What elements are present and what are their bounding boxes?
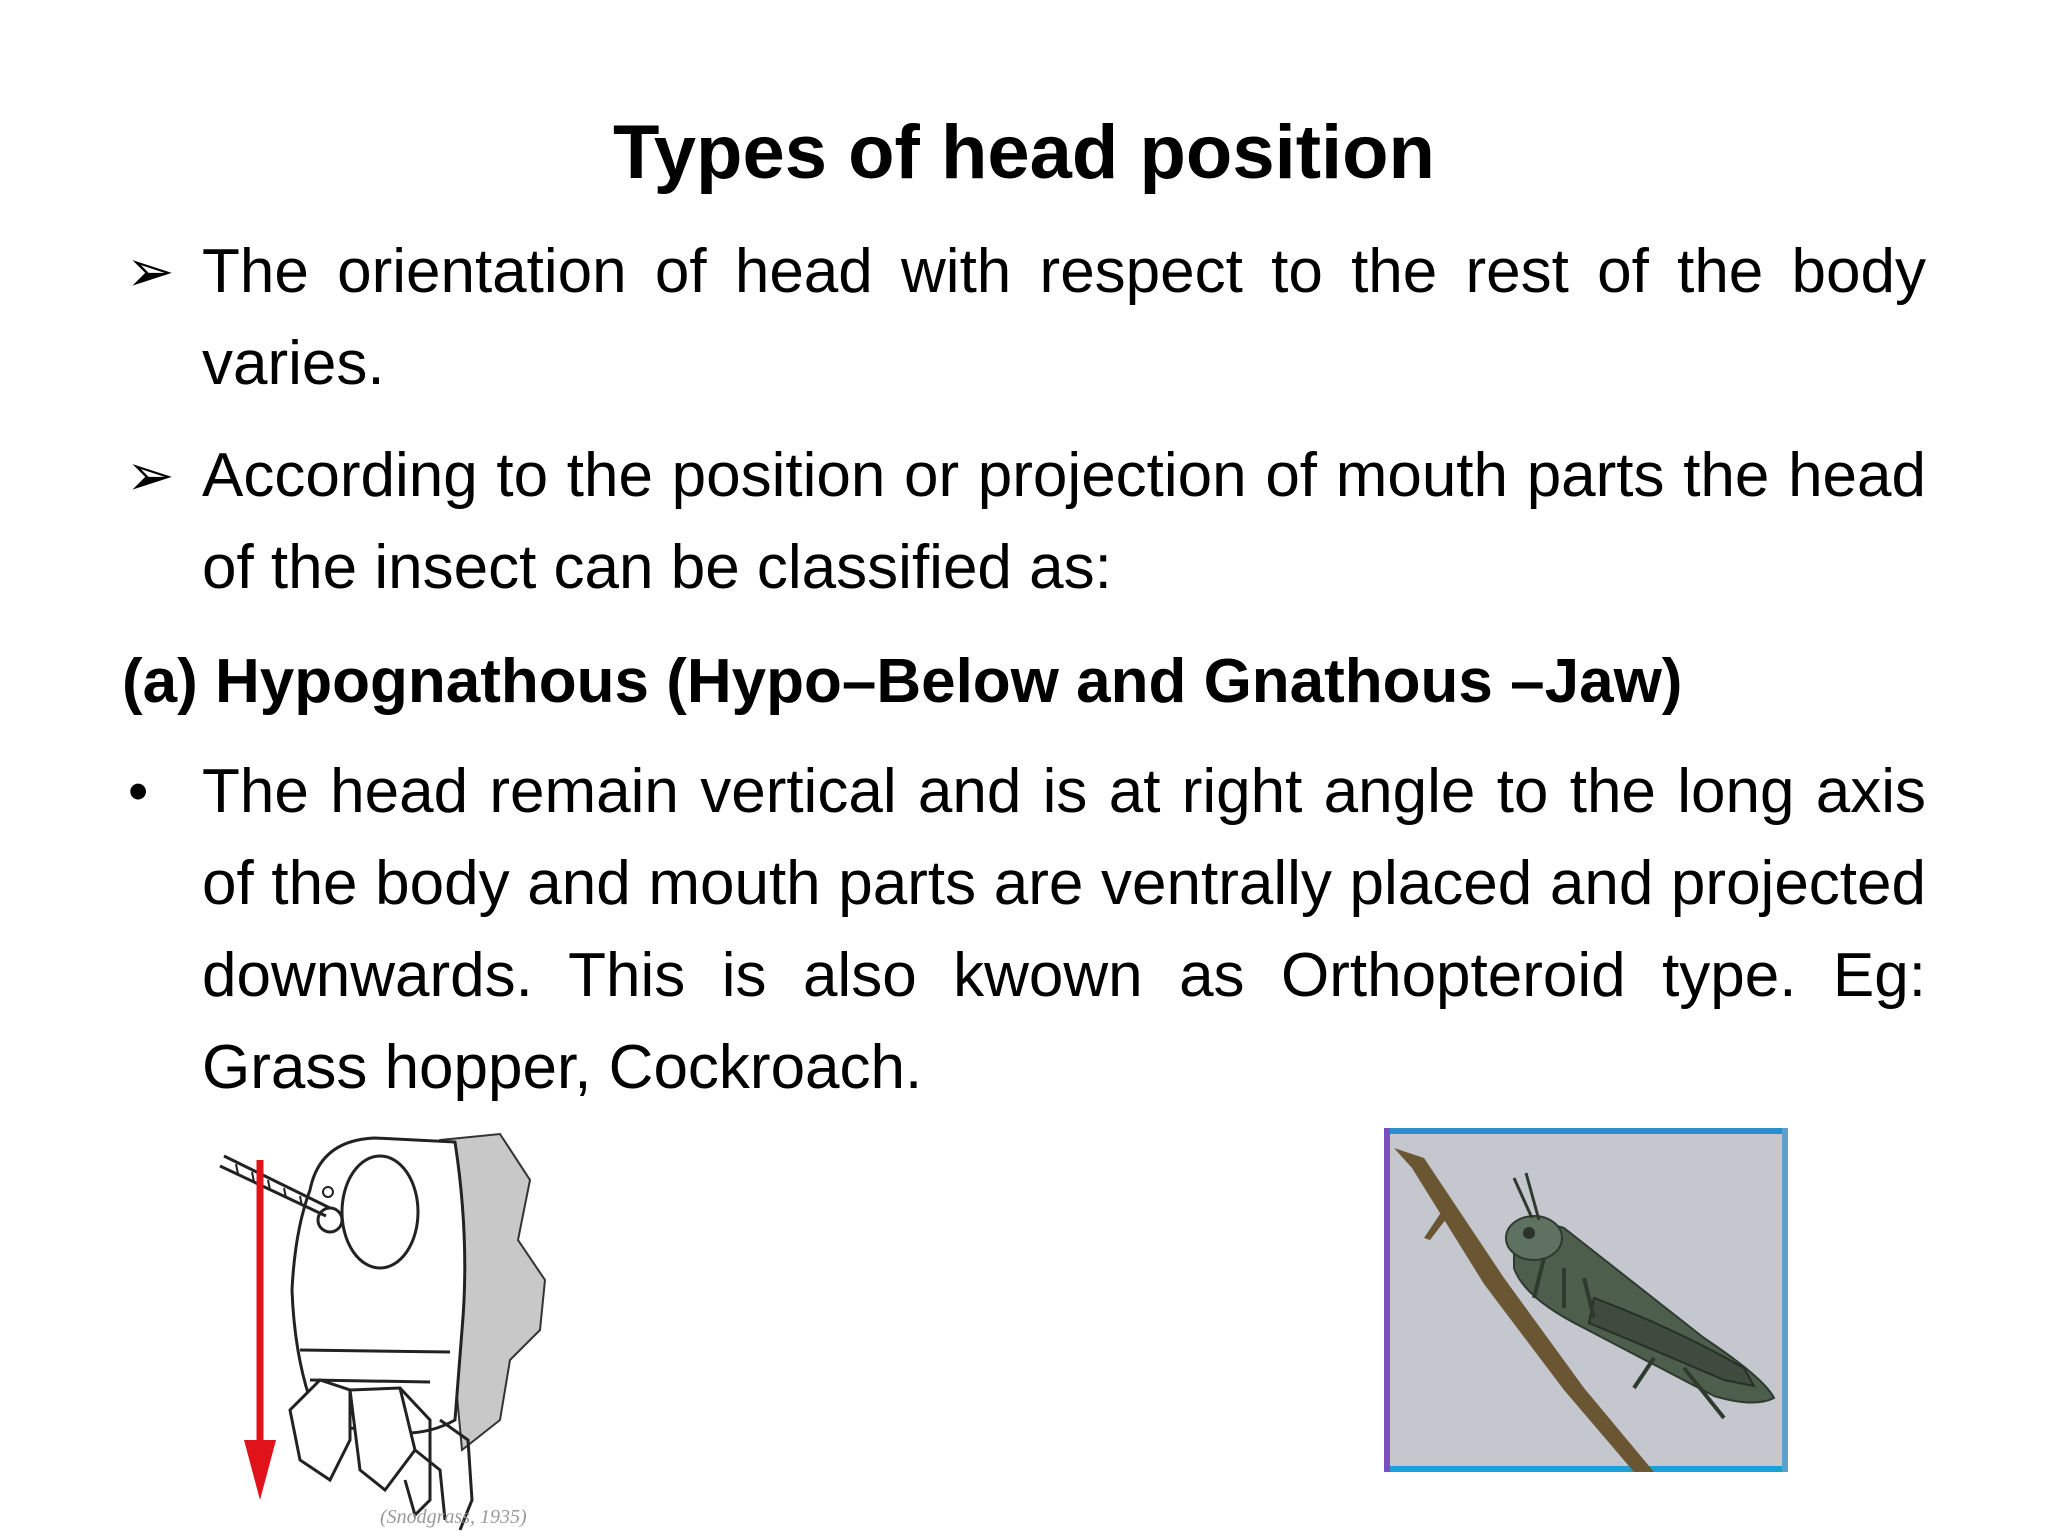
insect-head-diagram-icon (200, 1120, 580, 1536)
bullet-classification (126, 430, 1926, 614)
arrow-bullet-icon: ➢ (126, 443, 175, 508)
grasshopper-photo-icon (1384, 1128, 1788, 1472)
slide-title: Types of head position (613, 110, 1435, 195)
bullet-orientation-text: The orientation of head with respect to the rest of the body varies. (202, 237, 1926, 398)
arrow-bullet-icon: ➢ (126, 239, 175, 304)
bullet-orientation (126, 226, 1926, 410)
bullet-hypognathous-description (126, 746, 1926, 1114)
hypognathous-description-text: The head remain vertical and is at right angle to the long axis of the body and mouth parts are ventrally placed and projected downwards. This is also kwown as Orthopteroid type. Eg: Grass hopper, Cockroach. (202, 757, 1926, 1102)
dot-bullet-icon: • (128, 759, 149, 824)
bullet-classification-text: According to the position or projection of mouth parts the head of the insect can be classified as: (202, 441, 1926, 602)
figure-caption: (Snodgrass, 1935) (380, 1506, 527, 1528)
hypognathous-heading: (a) Hypognathous (Hypo–Below and Gnathous –Jaw) (122, 647, 1683, 716)
